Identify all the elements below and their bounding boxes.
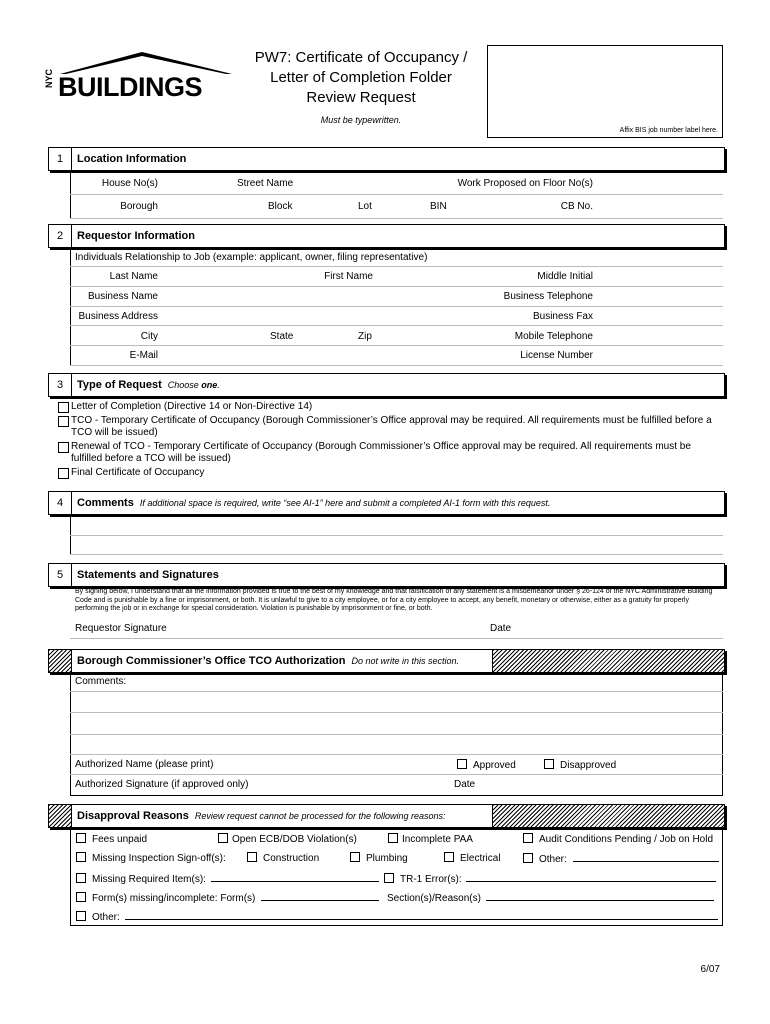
- missing-required-checkbox[interactable]: [76, 873, 86, 883]
- job-label-box[interactable]: [487, 45, 723, 138]
- section-4-title-text: Comments: [77, 497, 134, 509]
- tco-auth-note: Do not write in this section.: [351, 656, 460, 666]
- option-tco-checkbox[interactable]: [58, 416, 69, 427]
- incomplete-paa-option[interactable]: [388, 833, 473, 845]
- tco-auth-header: [48, 649, 725, 673]
- section-3-header: [48, 373, 725, 397]
- section-2-title: Requestor Information: [77, 230, 195, 242]
- section-5-header: [48, 563, 725, 587]
- missing-required-blank[interactable]: [211, 872, 379, 882]
- mobile-telephone-label: Mobile Telephone: [514, 331, 593, 342]
- tr1-error-option[interactable]: [384, 872, 716, 885]
- tco-auth-title-text: Borough Commissioner’s Office TCO Authorization: [77, 655, 346, 667]
- option-letter-of-completion[interactable]: [58, 401, 722, 413]
- disapproved-checkbox[interactable]: [544, 759, 554, 769]
- plumbing-option[interactable]: [350, 852, 408, 864]
- section-2-divider-4: [70, 325, 723, 326]
- electrical-option[interactable]: [444, 852, 501, 864]
- state-label: State: [270, 331, 294, 342]
- construction-label: Construction: [263, 853, 320, 864]
- street-label: Street Name: [237, 178, 294, 189]
- electrical-checkbox[interactable]: [444, 852, 454, 862]
- plumbing-checkbox[interactable]: [350, 852, 360, 862]
- relationship-label: Individuals Relationship to Job (example: applicant, owner, filing representative): [75, 252, 428, 263]
- approved-option[interactable]: [457, 759, 516, 771]
- option-letter-checkbox[interactable]: [58, 402, 69, 413]
- disapproved-label: Disapproved: [560, 760, 617, 771]
- option-final-co[interactable]: [58, 467, 722, 479]
- section-2-divider-1: [70, 266, 723, 267]
- disapproval-hatch-right: [492, 805, 724, 827]
- tco-name-line[interactable]: [70, 774, 723, 775]
- construction-option[interactable]: [247, 852, 319, 864]
- audit-conditions-checkbox[interactable]: [523, 833, 533, 843]
- option-letter-label: Letter of Completion (Directive 14 or Non-Directive 14): [71, 401, 313, 412]
- section-1-title: Location Information: [77, 153, 187, 165]
- form-title-line-2: Letter of Completion Folder: [270, 69, 452, 86]
- option-final-label: Final Certificate of Occupancy: [71, 467, 205, 478]
- tco-hatch-right: [492, 650, 724, 672]
- tr1-error-blank[interactable]: [466, 872, 716, 882]
- cb-label: CB No.: [560, 201, 593, 212]
- other-2-blank[interactable]: [125, 910, 718, 920]
- first-name-label: First Name: [324, 271, 373, 282]
- ecb-violation-option[interactable]: [218, 833, 357, 845]
- signature-date-label: Date: [490, 623, 512, 634]
- option-renewal-tco[interactable]: [58, 441, 722, 465]
- construction-checkbox[interactable]: [247, 852, 257, 862]
- tco-auth-title: [77, 650, 459, 672]
- form-version: 6/07: [700, 964, 720, 975]
- logo: [42, 46, 237, 106]
- section-2-header: [48, 224, 725, 248]
- section-2-divider-2: [70, 286, 723, 287]
- business-fax-label: Business Fax: [532, 311, 593, 322]
- block-label: Block: [268, 201, 293, 212]
- approved-checkbox[interactable]: [457, 759, 467, 769]
- forms-missing-blank[interactable]: [261, 891, 379, 901]
- incomplete-paa-label: Incomplete PAA: [402, 834, 473, 845]
- other-1-label: Other:: [539, 854, 567, 865]
- authorized-name-label: Authorized Name (please print): [75, 759, 214, 770]
- bin-label: BIN: [430, 201, 447, 212]
- disapproval-hatch-left: [49, 805, 72, 827]
- tco-comments-line-3[interactable]: [70, 734, 723, 735]
- fees-unpaid-option[interactable]: [76, 833, 147, 845]
- comments-line-2[interactable]: [70, 554, 723, 555]
- forms-missing-option[interactable]: [76, 891, 379, 904]
- section-3-note-bold: one: [201, 380, 218, 390]
- form-subtitle: Must be typewritten.: [320, 115, 402, 125]
- lot-label: Lot: [358, 201, 372, 212]
- business-address-label: Business Address: [78, 311, 158, 322]
- audit-conditions-option[interactable]: [523, 833, 713, 845]
- form-title-line-1: PW7: Certificate of Occupancy /: [254, 49, 468, 66]
- missing-inspection-option[interactable]: [76, 852, 226, 864]
- logo-buildings: BUILDINGS: [58, 72, 202, 102]
- missing-inspection-label: Missing Inspection Sign-off(s):: [92, 853, 226, 864]
- tco-comments-line-4[interactable]: [70, 754, 723, 755]
- other-2-checkbox[interactable]: [76, 911, 86, 921]
- section-1-bottom: [70, 218, 723, 219]
- other-1-checkbox[interactable]: [523, 853, 533, 863]
- sections-reasons-blank[interactable]: [486, 891, 714, 901]
- forms-missing-label: Form(s) missing/incomplete: Form(s): [92, 893, 256, 904]
- plumbing-label: Plumbing: [366, 853, 408, 864]
- authorized-signature-label: Authorized Signature (if approved only): [75, 779, 249, 790]
- house-label: House No(s): [101, 178, 158, 189]
- email-label: E-Mail: [129, 350, 158, 361]
- section-1-divider: [70, 194, 723, 195]
- other-2-label: Other:: [92, 912, 120, 923]
- requestor-signature-label: Requestor Signature: [75, 623, 167, 634]
- missing-inspection-checkbox[interactable]: [76, 852, 86, 862]
- signature-line[interactable]: [70, 638, 723, 639]
- last-name-label: Last Name: [109, 271, 158, 282]
- option-final-checkbox[interactable]: [58, 468, 69, 479]
- incomplete-paa-checkbox[interactable]: [388, 833, 398, 843]
- tco-comments-label: Comments:: [75, 676, 127, 687]
- electrical-label: Electrical: [460, 853, 501, 864]
- borough-label: Borough: [120, 201, 158, 212]
- tco-comments-line-2[interactable]: [70, 712, 723, 713]
- form-title-line-3: Review Request: [306, 89, 416, 106]
- floor-label: Work Proposed on Floor No(s): [457, 178, 593, 189]
- business-name-label: Business Name: [87, 291, 158, 302]
- tr1-error-checkbox[interactable]: [384, 873, 394, 883]
- option-tco[interactable]: [58, 415, 722, 439]
- section-5-number: 5: [49, 564, 72, 586]
- ecb-violation-checkbox[interactable]: [218, 833, 228, 843]
- section-3-title-text: Type of Request: [77, 379, 162, 391]
- comments-line-1[interactable]: [70, 535, 723, 536]
- section-3-note: [168, 380, 220, 390]
- section-2-divider-3: [70, 306, 723, 307]
- section-2-bottom: [70, 365, 723, 366]
- section-2-divider-5: [70, 345, 723, 346]
- section-1-rule: [70, 171, 71, 219]
- statement-text: By signing below, I understand that all the information provided is true to the best of my knowledge and that falsification of any statement is a misdemeanor under § 26-124 of the NYC Administrative Building Code and is punishable by a fine or imprisonment, or both. It is unlawful to give to a city employee, or for a city employee to accept, any benefit, monetary or otherwise, either as a gratuity for properly performing the job or in exchange for special consideration. Violation is punishable by imprisonment or fine, or both.: [75, 588, 713, 612]
- option-renewal-label: Renewal of TCO - Temporary Certificate of Occupancy (Borough Commissioner’s Office approval may be required. All requirements must be fulfilled before a TCO will be issued): [71, 441, 691, 464]
- city-label: City: [140, 331, 158, 342]
- form-title: [236, 48, 486, 126]
- disapproval-title: [77, 805, 446, 827]
- ecb-violation-label: Open ECB/DOB Violation(s): [232, 834, 357, 845]
- other-1-option[interactable]: [523, 852, 719, 865]
- audit-conditions-label: Audit Conditions Pending / Job on Hold: [539, 834, 714, 845]
- tco-date-label: Date: [454, 779, 476, 790]
- disapproval-header: [48, 804, 725, 828]
- approved-label: Approved: [473, 760, 516, 771]
- other-1-blank[interactable]: [573, 852, 719, 862]
- section-4-header: [48, 491, 725, 515]
- section-3-number: 3: [49, 374, 72, 396]
- fees-unpaid-checkbox[interactable]: [76, 833, 86, 843]
- section-3-note-suffix: .: [217, 380, 220, 390]
- job-label-box-text: Affix BIS job number label here.: [619, 127, 718, 134]
- zip-label: Zip: [358, 331, 372, 342]
- business-telephone-label: Business Telephone: [503, 291, 593, 302]
- tco-comments-line-1[interactable]: [70, 691, 723, 692]
- disapproval-title-text: Disapproval Reasons: [77, 810, 189, 822]
- section-4-number: 4: [49, 492, 72, 514]
- fees-unpaid-label: Fees unpaid: [92, 834, 148, 845]
- section-2-number: 2: [49, 225, 72, 247]
- sections-reasons-label: Section(s)/Reason(s): [387, 893, 481, 904]
- option-renewal-checkbox[interactable]: [58, 442, 69, 453]
- section-5-title: Statements and Signatures: [77, 569, 219, 581]
- missing-required-label: Missing Required Item(s):: [92, 874, 206, 885]
- section-3-title: [77, 374, 220, 396]
- tr1-error-label: TR-1 Error(s):: [400, 874, 462, 885]
- disapproval-note: Review request cannot be processed for the following reasons:: [194, 811, 446, 821]
- missing-required-option[interactable]: [76, 872, 379, 885]
- section-1-number: 1: [49, 148, 72, 170]
- sections-reasons-field[interactable]: [387, 891, 714, 904]
- license-number-label: License Number: [520, 350, 593, 361]
- middle-initial-label: Middle Initial: [537, 271, 593, 282]
- forms-missing-checkbox[interactable]: [76, 892, 86, 902]
- section-4-title: [77, 492, 550, 514]
- request-type-options: [58, 401, 722, 479]
- tco-hatch-left: [49, 650, 72, 672]
- disapproved-option[interactable]: [544, 759, 616, 771]
- section-1-header: [48, 147, 725, 171]
- logo-nyc: NYC: [44, 68, 54, 88]
- section-3-note-prefix: Choose: [167, 380, 202, 390]
- other-2-option[interactable]: [76, 910, 718, 923]
- section-4-note: If additional space is required, write “see AI-1” here and submit a completed AI-1 form with this request.: [139, 498, 551, 508]
- option-tco-label: TCO - Temporary Certificate of Occupancy (Borough Commissioner’s Office approval may be required. All requirements must be fulfilled before a TCO will be issued): [71, 415, 712, 438]
